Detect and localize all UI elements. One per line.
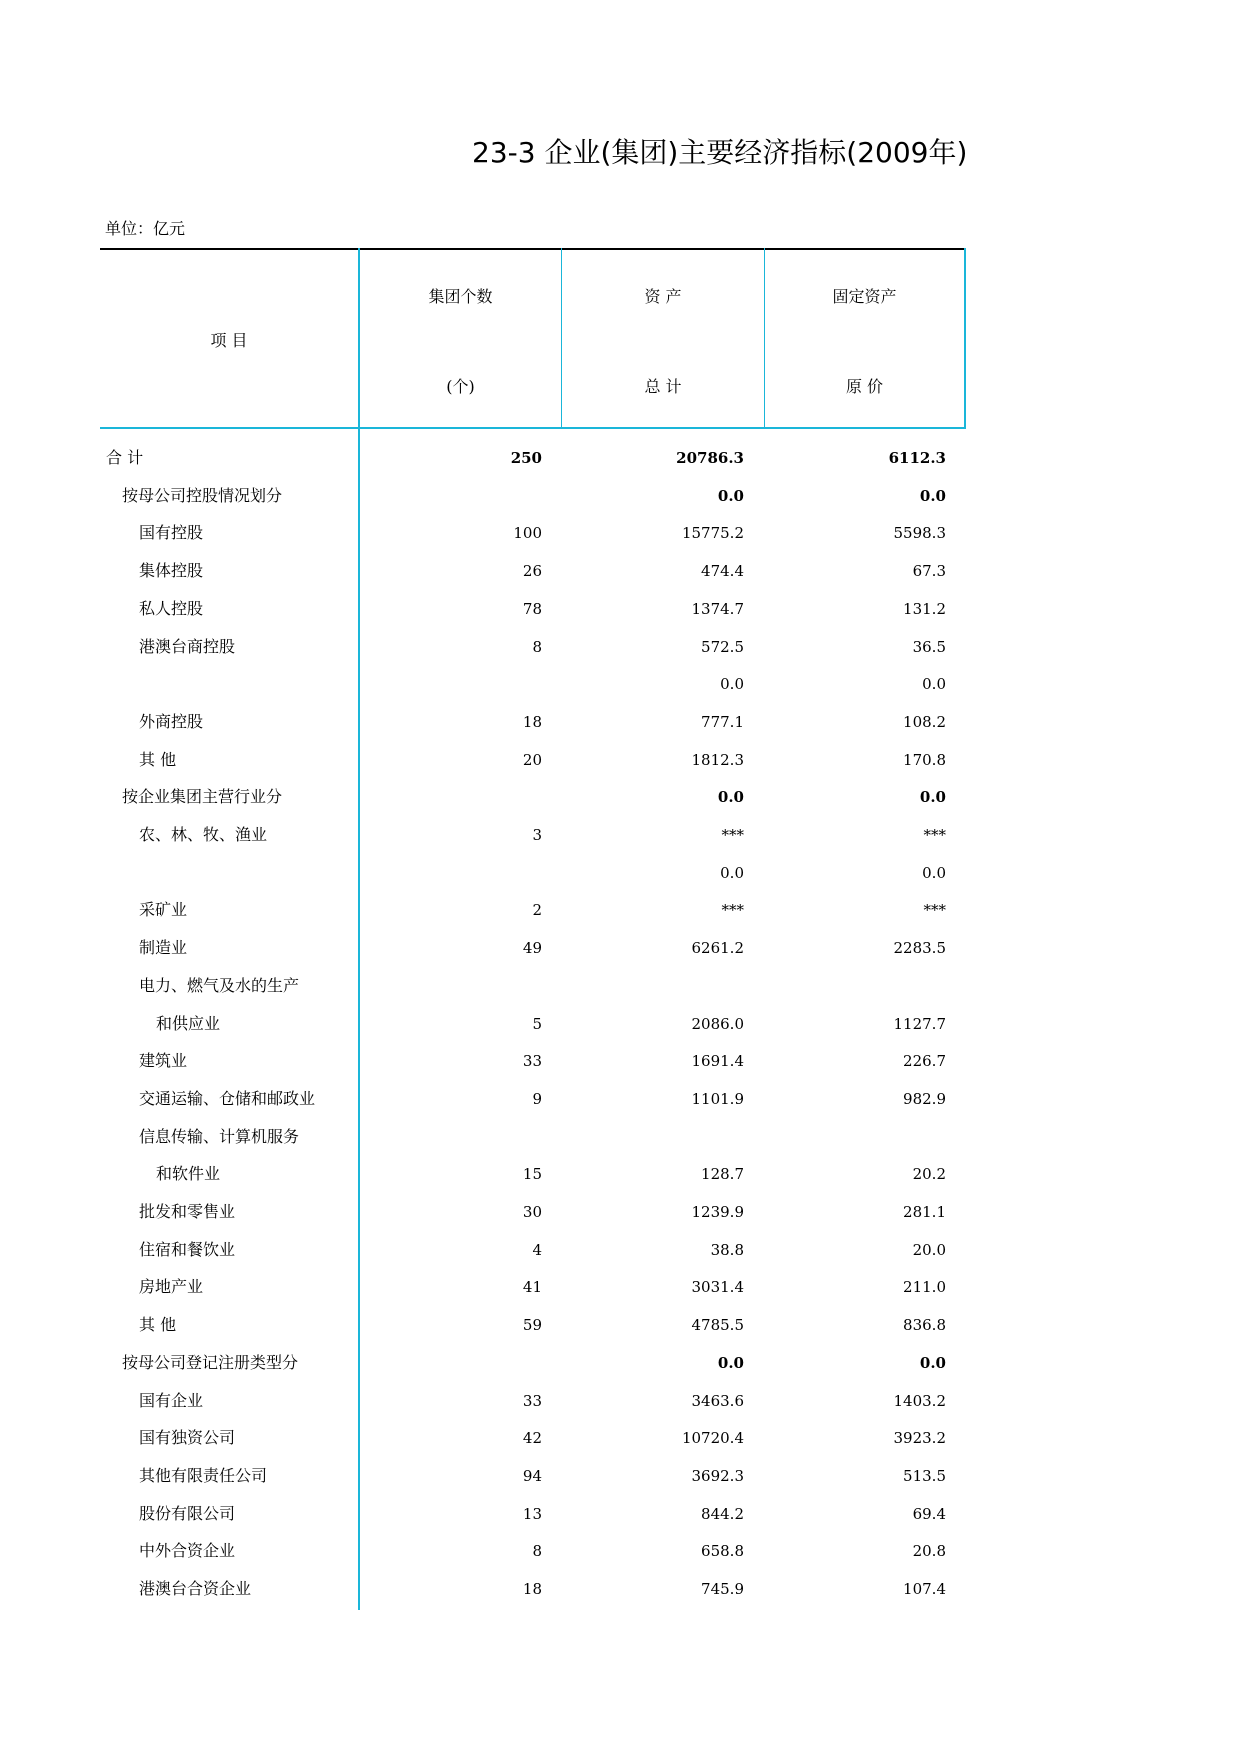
- table-row: [100, 967, 966, 1005]
- row-label: 采矿业: [139, 900, 188, 920]
- table-row: [100, 1193, 966, 1231]
- fixed-assets-cell: 0.0: [919, 788, 946, 807]
- row-label: 房地产业: [139, 1277, 204, 1297]
- table-row: [100, 1042, 966, 1080]
- row-label: 批发和零售业: [139, 1202, 236, 1221]
- row-label: 国有控股: [139, 523, 204, 543]
- group-count-cell: 5: [532, 1014, 542, 1033]
- group-count-cell: 2: [532, 901, 542, 920]
- total-assets-cell: 0.0: [717, 486, 744, 505]
- page-title-text: 23-3 企业(集团)主要经济指标(2009年): [472, 136, 968, 169]
- row-label: 港澳台合资企业: [139, 1579, 252, 1598]
- fixed-assets-cell: 20.0: [912, 1240, 946, 1259]
- column-divider-3: [764, 248, 765, 429]
- fixed-assets-cell: 3923.2: [893, 1429, 946, 1448]
- table-row: [100, 816, 966, 854]
- header-col2-top: 资 产: [644, 287, 682, 306]
- header-col3-top: 固定资产: [832, 287, 897, 306]
- total-assets-cell: 0.0: [720, 863, 744, 882]
- fixed-assets-cell: 170.8: [903, 750, 946, 769]
- fixed-assets-cell: 513.5: [903, 1466, 946, 1485]
- column-divider-4: [964, 248, 966, 429]
- group-count-cell: 33: [522, 1052, 542, 1071]
- row-label: 和供应业: [156, 1013, 221, 1033]
- fixed-assets-cell: 1403.2: [893, 1391, 946, 1410]
- row-label: 住宿和餐饮业: [139, 1239, 236, 1259]
- fixed-assets-cell: 0.0: [919, 486, 946, 505]
- row-label: 中外合资企业: [139, 1541, 236, 1561]
- total-assets-cell: 3031.4: [691, 1278, 744, 1297]
- fixed-assets-cell: 0.0: [919, 1353, 946, 1372]
- table-row: [100, 439, 966, 477]
- table-row: [100, 1344, 966, 1382]
- group-count-cell: 18: [522, 1580, 542, 1598]
- table-row: [100, 741, 966, 779]
- row-label: 港澳台商控股: [139, 636, 236, 656]
- row-label: 按企业集团主营行业分: [122, 787, 283, 807]
- fixed-assets-cell: 5598.3: [893, 524, 946, 543]
- total-assets-cell: 1812.3: [691, 750, 744, 769]
- group-count-cell: 100: [513, 524, 542, 543]
- header-col3-bottom: 原 价: [845, 377, 884, 396]
- table-row: [100, 552, 966, 590]
- table-row: [100, 1005, 966, 1043]
- total-assets-cell: 1239.9: [691, 1203, 744, 1221]
- row-label: 股份有限公司: [139, 1503, 236, 1523]
- row-label: 国有独资公司: [139, 1428, 236, 1448]
- fixed-assets-cell: 1127.7: [893, 1014, 946, 1033]
- fixed-assets-cell: 67.3: [912, 562, 946, 581]
- fixed-assets-cell: 6112.3: [888, 449, 946, 467]
- row-label: 信息传输、计算机服务: [139, 1126, 300, 1146]
- row-label: 私人控股: [139, 598, 204, 618]
- fixed-assets-cell: 982.9: [903, 1089, 946, 1108]
- fixed-assets-cell: 211.0: [903, 1278, 946, 1297]
- total-assets-cell: ***: [721, 826, 744, 844]
- total-assets-cell: 4785.5: [691, 1316, 744, 1335]
- row-label: 其 他: [139, 749, 177, 769]
- group-count-cell: 41: [522, 1278, 542, 1297]
- fixed-assets-cell: 281.1: [903, 1203, 946, 1221]
- total-assets-cell: 1101.9: [691, 1089, 744, 1108]
- table-row: [100, 477, 966, 515]
- table-row: [100, 854, 966, 892]
- unit-label: 单位：亿元: [105, 219, 186, 238]
- group-count-cell: 8: [532, 1542, 542, 1561]
- fixed-assets-cell: 107.4: [903, 1580, 946, 1598]
- row-label: 国有企业: [139, 1390, 204, 1410]
- total-assets-cell: 128.7: [701, 1165, 744, 1184]
- total-assets-cell: 572.5: [701, 637, 744, 656]
- row-label: 建筑业: [139, 1051, 188, 1071]
- fixed-assets-cell: 20.2: [912, 1165, 946, 1184]
- table-row: [100, 1382, 966, 1420]
- row-label: 交通运输、仓储和邮政业: [139, 1088, 316, 1108]
- total-assets-cell: 20786.3: [676, 449, 744, 467]
- header-col1-top: 集团个数: [428, 287, 493, 306]
- row-label: 按母公司控股情况划分: [122, 485, 283, 505]
- fixed-assets-cell: 0.0: [922, 675, 946, 694]
- group-count-cell: 94: [522, 1466, 542, 1485]
- row-label: 其 他: [139, 1315, 177, 1335]
- table-row: [100, 1118, 966, 1156]
- row-label: 按母公司登记注册类型分: [122, 1352, 299, 1372]
- table-row: [100, 703, 966, 741]
- total-assets-cell: 745.9: [701, 1580, 744, 1598]
- row-label: 集体控股: [139, 561, 204, 581]
- total-assets-cell: 3463.6: [691, 1391, 744, 1410]
- group-count-cell: 33: [522, 1391, 542, 1410]
- fixed-assets-cell: 2283.5: [893, 939, 946, 958]
- page-title: [0, 128, 968, 178]
- total-assets-cell: 1374.7: [691, 599, 744, 618]
- group-count-cell: 8: [532, 637, 542, 656]
- group-count-cell: 3: [532, 826, 542, 844]
- total-assets-cell: 3692.3: [691, 1466, 744, 1485]
- total-assets-cell: 658.8: [701, 1542, 744, 1561]
- fixed-assets-cell: 226.7: [903, 1052, 946, 1071]
- header-item: 项 目: [210, 331, 248, 350]
- fixed-assets-cell: 131.2: [903, 599, 946, 618]
- group-count-cell: 15: [522, 1165, 542, 1184]
- row-label: 制造业: [139, 938, 188, 958]
- table-row: [100, 1419, 966, 1457]
- group-count-cell: 42: [522, 1429, 542, 1448]
- fixed-assets-cell: ***: [923, 826, 946, 844]
- table-row: [100, 590, 966, 628]
- column-divider-2: [561, 248, 562, 429]
- total-assets-cell: 15775.2: [681, 524, 744, 543]
- table-row: [100, 891, 966, 929]
- row-label: 合 计: [106, 448, 144, 467]
- group-count-cell: 59: [522, 1316, 542, 1335]
- total-assets-cell: 474.4: [701, 562, 744, 581]
- total-assets-cell: ***: [721, 901, 744, 920]
- group-count-cell: 78: [522, 599, 542, 618]
- group-count-cell: 49: [522, 939, 542, 958]
- row-label: 农、林、牧、渔业: [139, 825, 268, 844]
- row-label: 和软件业: [156, 1164, 221, 1184]
- group-count-cell: 9: [532, 1089, 542, 1108]
- group-count-cell: 30: [522, 1203, 542, 1221]
- table-row: [100, 1306, 966, 1344]
- row-label: 电力、燃气及水的生产: [139, 975, 300, 995]
- fixed-assets-cell: ***: [923, 901, 946, 920]
- group-count-cell: 26: [522, 562, 542, 581]
- total-assets-cell: 2086.0: [691, 1014, 744, 1033]
- total-assets-cell: 777.1: [701, 712, 744, 731]
- fixed-assets-cell: 108.2: [903, 712, 946, 731]
- fixed-assets-cell: 836.8: [903, 1316, 946, 1335]
- header-col1-bottom: (个): [446, 377, 475, 396]
- group-count-cell: 4: [532, 1240, 542, 1259]
- fixed-assets-cell: 69.4: [912, 1504, 946, 1523]
- table-row: [100, 1231, 966, 1269]
- table-row: [100, 628, 966, 666]
- table-row: [100, 1532, 966, 1570]
- fixed-assets-cell: 20.8: [912, 1542, 946, 1561]
- total-assets-cell: 844.2: [701, 1504, 744, 1523]
- table-row: [100, 929, 966, 967]
- table-row: [100, 1457, 966, 1495]
- fixed-assets-cell: 36.5: [912, 637, 946, 656]
- table-row: [100, 1495, 966, 1533]
- total-assets-cell: 0.0: [717, 788, 744, 807]
- total-assets-cell: 1691.4: [691, 1052, 744, 1071]
- table-row: [100, 665, 966, 703]
- row-label: 外商控股: [139, 711, 204, 731]
- table-row: [100, 1570, 966, 1608]
- table-row: [100, 1268, 966, 1306]
- row-label: 其他有限责任公司: [139, 1465, 268, 1485]
- total-assets-cell: 0.0: [717, 1353, 744, 1372]
- group-count-cell: 13: [522, 1504, 542, 1523]
- total-assets-cell: 6261.2: [691, 939, 744, 958]
- total-assets-cell: 0.0: [720, 675, 744, 694]
- group-count-cell: 250: [510, 449, 542, 467]
- fixed-assets-cell: 0.0: [922, 863, 946, 882]
- group-count-cell: 18: [522, 712, 542, 731]
- table-top-rule: [100, 248, 966, 250]
- header-col2-bottom: 总 计: [644, 377, 682, 396]
- total-assets-cell: 38.8: [710, 1240, 744, 1259]
- table-row: [100, 514, 966, 552]
- header-bottom-rule: [100, 427, 966, 429]
- total-assets-cell: 10720.4: [681, 1429, 744, 1448]
- table-row: [100, 1155, 966, 1193]
- table-row: [100, 778, 966, 816]
- table-row: [100, 1080, 966, 1118]
- group-count-cell: 20: [522, 750, 542, 769]
